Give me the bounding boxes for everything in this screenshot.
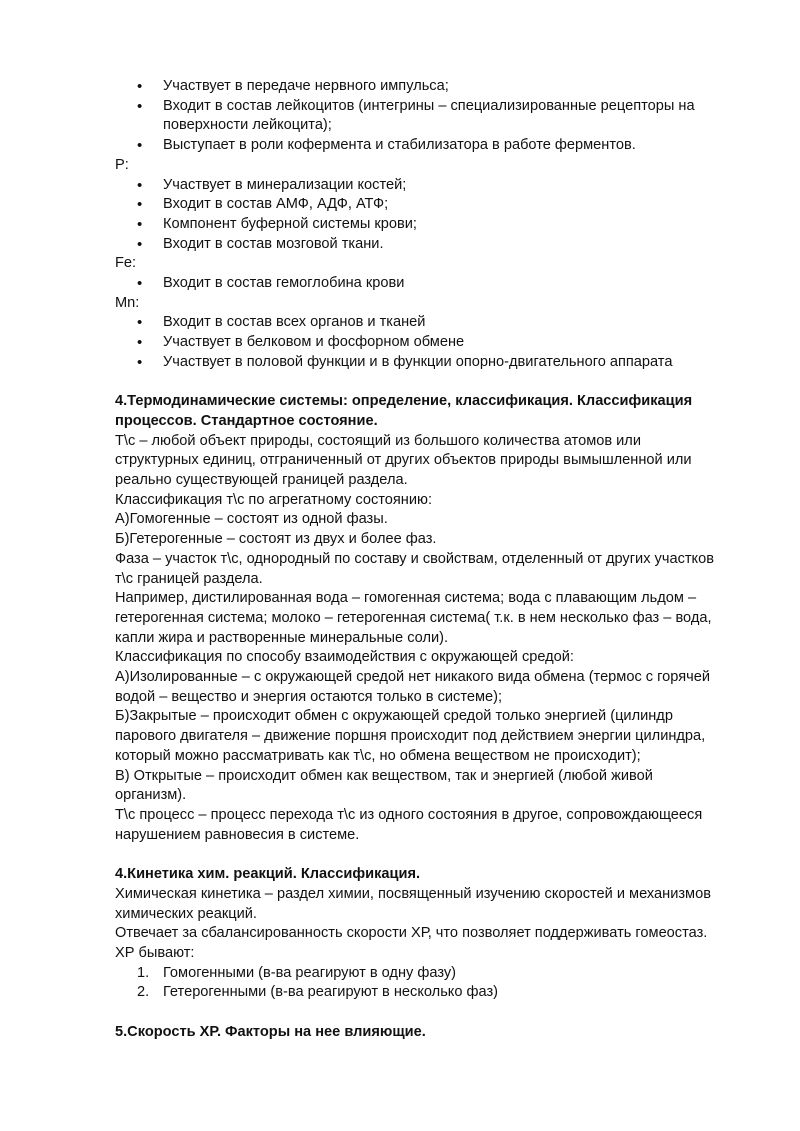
element-label-fe: Fe: xyxy=(115,255,137,272)
list-item: • Участвует в минерализации костей; xyxy=(115,176,715,196)
list-item: • Входит в состав всех органов и тканей xyxy=(115,313,715,333)
paragraph: Б)Закрытые – происходит обмен с окружающей средой только энергией (цилиндр парового двигателя – движение поршня происходит под действием энергии цилиндра, который можно рассматривать как т\с, но обмена веществом не происходит); xyxy=(115,708,706,764)
spacer xyxy=(115,373,715,393)
p-bullet-list xyxy=(115,176,715,255)
list-number: 2. xyxy=(137,984,150,1001)
document-content xyxy=(115,77,715,1042)
list-item: • Выступает в роли кофермента и стабилизатора в работе ферментов. xyxy=(115,136,715,156)
list-item: • Участвует в половой функции и в функции опорно-двигательного аппарата xyxy=(115,353,715,373)
list-item xyxy=(115,964,715,984)
paragraph: А)Изолированные – с окружающей средой нет никакого вида обмена (термос с горячей водой – вещество и энергия остаются только в системе); xyxy=(115,669,711,705)
element-label-mn: Mn: xyxy=(115,294,140,311)
paragraph: Фаза – участок т\с, однородный по составу и свойствам, отделенный от других участков т\с границей раздела. xyxy=(115,550,714,587)
paragraph: ХР бывают: xyxy=(115,944,195,961)
mn-bullet-list xyxy=(115,313,715,372)
fe-bullet-list xyxy=(115,274,715,294)
paragraph: Т\с – любой объект природы, состоящий из большого количества атомов или структурных единиц, отграниченный от других объектов природы вымышленной или реально существующей границей раздела. xyxy=(115,432,692,489)
paragraph: Отвечает за сбалансированность скорости ХР, что позволяет поддерживать гомеостаз. xyxy=(115,925,708,942)
paragraph: Например, дистилированная вода – гомогенная система; вода с плавающим льдом – гетерогенная система; молоко – гетерогенная система( т.к. в нем несколько фаз – вода, капли жира и растворенные минеральные соли). xyxy=(115,590,712,646)
list-item-text: Гомогенными (в-ва реагируют в одну фазу) xyxy=(163,964,456,981)
paragraph: Б)Гетерогенные – состоят из двух и более фаз. xyxy=(115,531,437,548)
section-heading-kinetics: 4.Кинетика хим. реакций. Классификация. xyxy=(115,866,421,883)
list-item: • Входит в состав мозговой ткани. xyxy=(115,235,715,255)
paragraph: Классификация т\с по агрегатному состоянию: xyxy=(115,491,432,508)
paragraph: А)Гомогенные – состоят из одной фазы. xyxy=(115,511,388,528)
list-item xyxy=(115,983,715,1003)
list-item: • Входит в состав гемоглобина крови xyxy=(115,274,715,294)
paragraph: В) Открытые – происходит обмен как веществом, так и энергией (любой живой организм). xyxy=(115,767,653,804)
paragraph: Классификация по способу взаимодействия с окружающей средой: xyxy=(115,649,574,666)
list-item: • Участвует в белковом и фосфорном обмене xyxy=(115,333,715,353)
list-item: • Входит в состав АМФ, АДФ, АТФ; xyxy=(115,195,715,215)
list-item: • Участвует в передаче нервного импульса; xyxy=(115,77,715,97)
paragraph: Химическая кинетика – раздел химии, посвященный изучению скоростей и механизмов химических реакций. xyxy=(115,885,711,922)
spacer xyxy=(115,1003,715,1023)
list-number: 1. xyxy=(137,964,150,981)
intro-bullet-list xyxy=(115,77,715,156)
paragraph: Т\с процесс – процесс перехода т\с из одного состояния в другое, сопровождающееся нарушением равновесия в системе. xyxy=(115,807,703,843)
section-heading-reaction-speed: 5.Скорость ХР. Факторы на нее влияющие. xyxy=(115,1023,426,1040)
list-item-text: Гетерогенными (в-ва реагируют в несколько фаз) xyxy=(163,984,499,1001)
section-heading-thermodynamics: 4.Термодинамические системы: определение, классификация. Классификация процессов. Стандартное состояние. xyxy=(115,393,693,429)
list-item: • Компонент буферной системы крови; xyxy=(115,215,715,235)
spacer xyxy=(115,845,715,865)
reaction-types-list xyxy=(115,964,715,1003)
element-label-p: P: xyxy=(115,156,129,173)
list-item: • Входит в состав лейкоцитов (интегрины – специализированные рецепторы на поверхности лейкоцита); xyxy=(115,97,715,136)
